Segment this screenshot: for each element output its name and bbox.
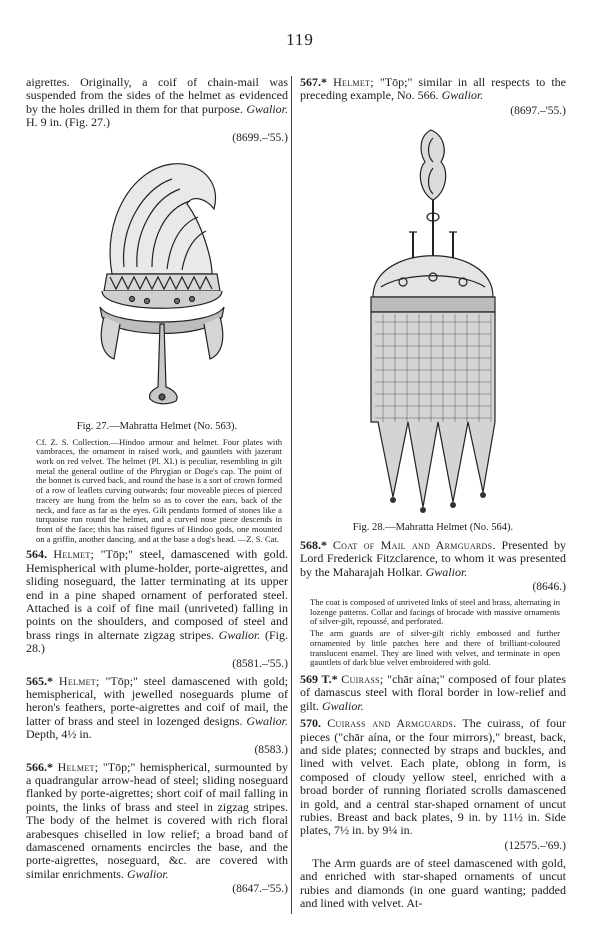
- entry-569: 569 T.* Cuirass; "chār aína;" composed of four plates of damascus steel with floral border in low-relief and gilt. Gwalior.: [300, 671, 566, 713]
- entry-567: 567.* Helmet; "Tōp;" similar in all respects to the preceding example, No. 566. Gwalior.: [300, 75, 567, 103]
- right-column: [300, 76, 566, 912]
- entry-566-ref: (8647.–'55.): [232, 883, 288, 896]
- fig28-caption: Fig. 28.—Mahratta Helmet (No. 564).: [352, 521, 514, 533]
- note-563: Cf. Z. S. Collection.—Hindoo armour and helmet. Four plates with vambraces, the ornament in raised work, and gauntlets with jazerant work on red velvet. The helmet (Pl. XI.) is peculiar, resembling in gilt metal the general outline of the Phrygian or Doge's cap. The point of the bonnet is curved back, and round the base is a sort of crown formed of a row of leaflets curving outwards; four moveable pieces of pierced tracery are hung from the helm so as to cover the ears, back of the neck, and face as far as the eyes. Gilt pendants formed of stones like a turquoise run round the helmet, and a curved nose piece descends in front of the face; this has raised figures of Hindoo gods, one mounted on a griffin, another dancing, and at the base a dog's head. —Z. S. Cat.: [36, 436, 282, 544]
- entry-568-note-coat: The coat is composed of unriveted links of steel and brass, alternating in lozenge patterns. Collar and facings of brocade with massive ornaments of silver-gilt, repoussé, and perforated.: [310, 597, 560, 627]
- entry-565-ref: (8583.): [254, 743, 288, 756]
- left-column: [26, 76, 288, 900]
- entry-568-ref: (8646.): [532, 581, 566, 594]
- page-number: 119: [286, 30, 314, 49]
- entry-568: 568.* Coat of Mail and Armguards. Presented by Lord Frederick Fitzclarence, to whom it was presented by the Maharajah Holkar. Gwalior.: [300, 537, 566, 579]
- entry-564: 564. Helmet; "Tōp;" steel, damascened with gold. Hemispherical with plume-holder, porte-aigrettes, and sliding noseguard, the latter terminating at its upper end in a pine shaped ornament of perforated steel. Attached is a coif of fine mail (unriveted) falling in points on the shoulders, and composed of steel and brass rings in alternate zigzag stripes. Gwalior. (Fig. 28.): [26, 547, 289, 656]
- fig28-helmet-illustration: [333, 122, 533, 518]
- fig27-caption: Fig. 27.—Mahratta Helmet (No. 563).: [76, 420, 238, 432]
- entry-570-ref: (12575.–'69.): [504, 839, 566, 852]
- intro-paragraph: aigrettes. Originally, a coif of chain-mail was suspended from the sides of the helmet as evidenced by the holes drilled in them for that purpose. Gwalior. H. 9 in. (Fig. 27.): [26, 75, 289, 130]
- entry-570-continuation: The Arm guards are of steel damascened with gold, and enriched with star-shaped ornaments of uncut rubies and diamonds (in one guard wanting; padded and lined with velvet. At-: [300, 855, 566, 911]
- intro-ref: (8699.–'55.): [232, 131, 288, 144]
- column-divider: [291, 76, 292, 914]
- fig27-helmet-illustration: [72, 149, 242, 417]
- entry-568-note-armguards: The arm guards are of silver-gilt richly embossed and further ornamented by little patches here and there of brilliant-coloured translucent enamel. They are lined with velvet, and terminate in open gauntlets of dark blue velvet embroidered with gold.: [310, 628, 560, 668]
- entry-570: 570. Cuirass and Armguards. The cuirass, of four pieces ("chār aína, or the four mirrors)," breast, back, and side plates; connected by straps and buckles, and lined with velvet. Each plate, oblong in form, is composed of cloudy yellow steel, enriched with a broad border of running floriated scrolls damascened in gold, and a central star-shaped ornament of uncut rubies. Breast and back plates, 9 in. by 11½ in. Side plates, 7½ in. by 9¼ in.: [300, 716, 566, 838]
- entry-565: 565.* Helmet; "Tōp;" steel damascened with gold; hemispherical, with jewelled noseguards plume of heron's feathers, porte-aigrettes and coif of mail, the latter of brass and steel in lozenged designs. Gwalior. Depth, 4½ in.: [26, 673, 289, 742]
- entry-566: 566.* Helmet; "Tōp;" hemispherical, surmounted by a quadrangular arrow-head of steel; sliding noseguard flanked by porte-aigrettes; short coif of mail falling in points, the links of brass and steel in zigzag stripes. The body of the helmet is covered with rich floral arabesques chiselled in low relief; a broad band of damascened ornaments encircles the base, and the porte-aigrettes, noseguard, &c. are covered with similar enrichments. Gwalior.: [26, 759, 288, 881]
- entry-564-ref: (8581.–'55.): [232, 657, 288, 670]
- entry-567-ref: (8697.–'55.): [510, 104, 566, 117]
